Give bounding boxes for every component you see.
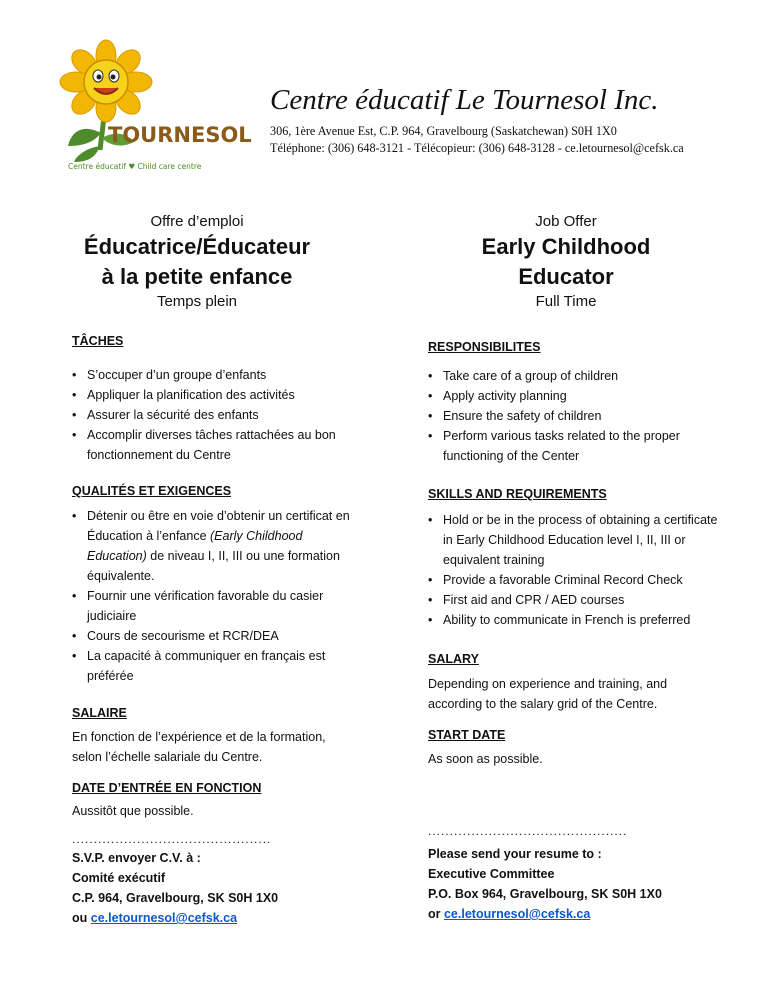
english-separator: .............................................. <box>428 824 628 838</box>
list-item: • Provide a favorable Criminal Record Check <box>428 570 718 590</box>
list-item: • Cours de secourisme et RCR/DEA <box>72 626 352 646</box>
logo-tagline: Centre éducatif ♥ Child care centre <box>68 162 202 171</box>
french-kicker: Offre d’emploi <box>150 213 244 230</box>
org-name: Centre éducatif Le Tournesol Inc. <box>270 84 659 116</box>
list-item: • Fournir une vérification favorable du casier judiciaire <box>72 586 352 626</box>
skill1-italic: (Early Childhood Education) <box>87 529 303 563</box>
french-send-line: S.V.P. envoyer C.V. à : <box>72 851 201 865</box>
french-recipient: Comité exécutif <box>72 871 166 885</box>
french-title-line1: Éducatrice/Éducateur <box>83 234 311 259</box>
english-send-line: Please send your resume to : <box>428 847 602 861</box>
list-item: • Ability to communicate in French is preferred <box>428 610 718 630</box>
list-item: • Ensure the safety of children <box>428 406 713 426</box>
english-email-link[interactable]: ce.letournesol@cefsk.ca <box>443 907 591 921</box>
english-salary-text: Depending on experience and training, and according to the salary grid of the Centre. <box>428 677 668 711</box>
english-heading <box>428 212 704 312</box>
french-salary-text: En fonction de l’expérience et de la formation, selon l’échelle salariale du Centre. <box>72 730 326 764</box>
english-start-title: START DATE <box>428 728 506 742</box>
or-label: ou <box>72 911 88 925</box>
logo-wordmark: TOURNESOL <box>108 123 252 147</box>
list-item: • Hold or be in the process of obtaining a certificate in Early Childhood Education level I, II, III or equivalent training <box>428 510 718 570</box>
french-email-link[interactable]: ce.letournesol@cefsk.ca <box>90 911 238 925</box>
french-subtitle: Temps plein <box>156 293 238 310</box>
french-separator: .............................................. <box>72 832 272 846</box>
skill1-text-end: de niveau I, II, III ou une formation équivalente. <box>87 549 340 583</box>
org-contact: Téléphone: (306) 648-3121 - Télécopieur: (306) 648-3128 - ce.letournesol@cefsk.ca <box>270 141 684 155</box>
org-address: 306, 1ère Avenue Est, C.P. 964, Gravelbourg (Saskatchewan) S0H 1X0 <box>270 124 617 138</box>
french-tasks-list <box>72 365 347 465</box>
english-address: P.O. Box 964, Gravelbourg, SK S0H 1X0 <box>428 887 662 901</box>
list-item: • Accomplir diverses tâches rattachées au bon fonctionnement du Centre <box>72 425 347 465</box>
english-start-text: As soon as possible. <box>428 752 543 766</box>
list-item: • Perform various tasks related to the proper functioning of the Center <box>428 426 713 466</box>
sunflower-logo-icon <box>46 38 252 178</box>
english-contact-block <box>428 844 662 924</box>
french-tasks-title: TÂCHES <box>72 334 124 348</box>
english-skills-title: SKILLS AND REQUIREMENTS <box>428 487 607 501</box>
list-item: • Apply activity planning <box>428 386 713 406</box>
list-item: • Appliquer la planification des activités <box>72 385 347 405</box>
list-item: • S’occuper d’un groupe d’enfants <box>72 365 347 385</box>
english-title-line1: Early Childhood <box>481 234 651 259</box>
list-item: • La capacité à communiquer en français est préférée <box>72 646 352 686</box>
sunflower-logo <box>46 38 252 178</box>
skill1-text: Détenir ou être en voie d’obtenir un certificat en Éducation à l’enfance <box>87 509 350 543</box>
list-item: • First aid and CPR / AED courses <box>428 590 718 610</box>
or-label: or <box>428 907 441 921</box>
french-heading <box>72 212 322 312</box>
english-title-line2: Educator <box>518 264 614 289</box>
french-email-line <box>72 908 278 928</box>
english-recipient: Executive Committee <box>428 867 555 881</box>
english-salary-title: SALARY <box>428 652 479 666</box>
french-title-line2: à la petite enfance <box>101 264 293 289</box>
french-salary-title: SALAIRE <box>72 706 127 720</box>
english-skills-list <box>428 510 718 630</box>
french-address: C.P. 964, Gravelbourg, SK S0H 1X0 <box>72 891 279 905</box>
french-start-title: DATE D’ENTRÉE EN FONCTION <box>72 781 262 795</box>
english-email-line <box>428 904 662 924</box>
english-tasks-title: RESPONSIBILITES <box>428 340 541 354</box>
french-skills-list <box>72 506 352 686</box>
french-skills-title: QUALITÉS ET EXIGENCES <box>72 484 232 498</box>
english-subtitle: Full Time <box>535 293 597 310</box>
english-tasks-list <box>428 366 713 466</box>
english-kicker: Job Offer <box>535 213 597 230</box>
list-item: • Take care of a group of children <box>428 366 713 386</box>
list-item <box>72 506 352 586</box>
french-contact-block <box>72 848 278 928</box>
french-start-text: Aussitôt que possible. <box>72 804 194 818</box>
list-item: • Assurer la sécurité des enfants <box>72 405 347 425</box>
